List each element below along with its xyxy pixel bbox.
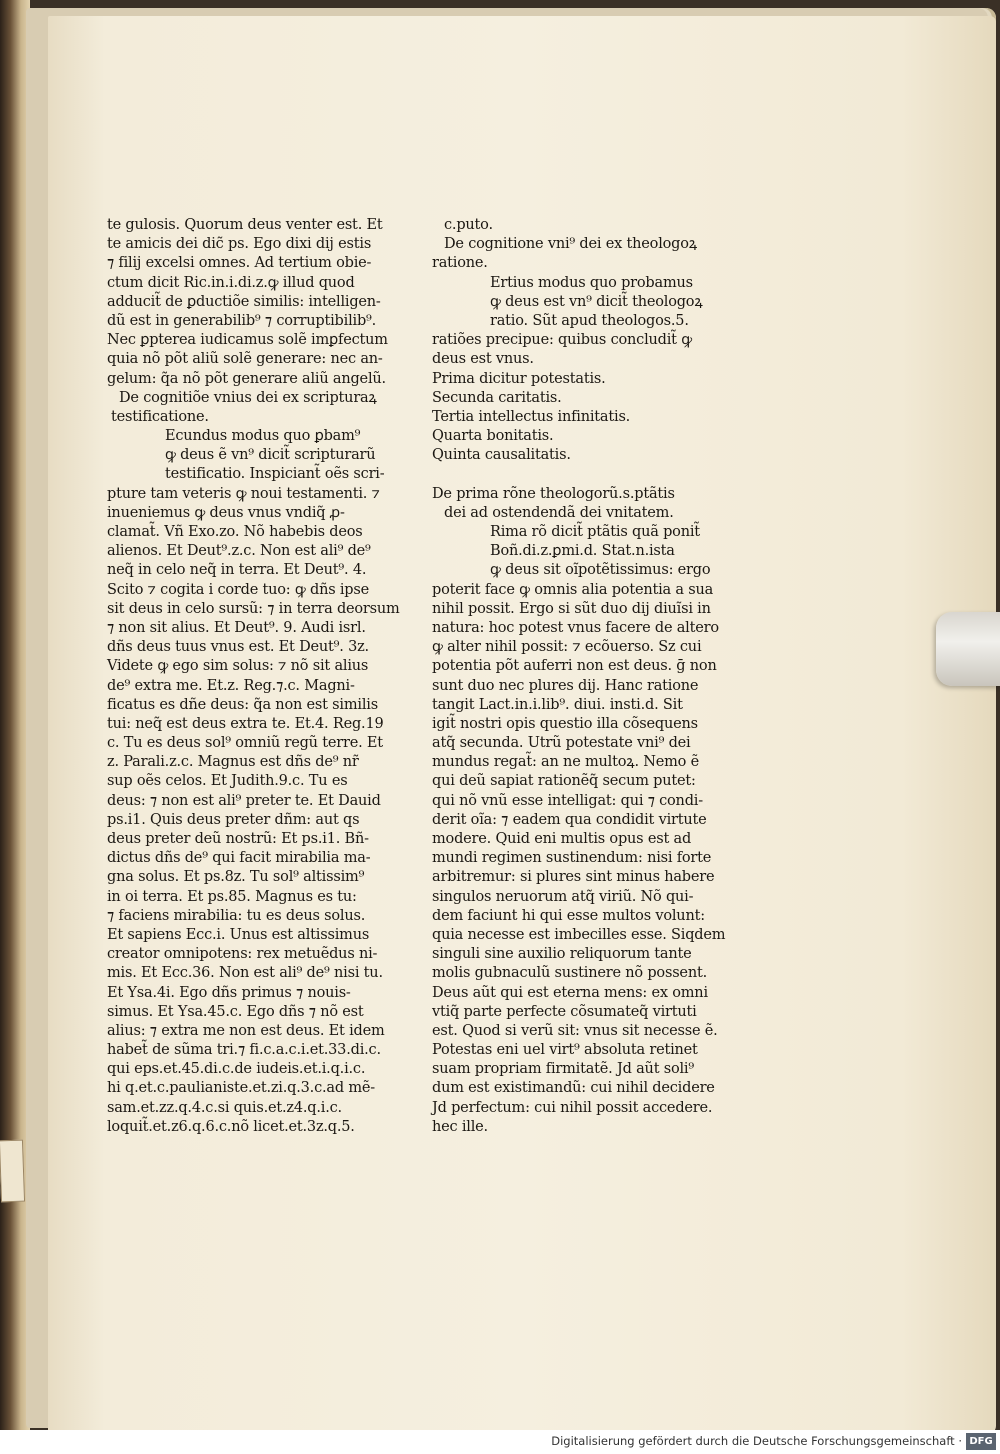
text-line: Deus aũt qui est eterna mens: ex omni [432,984,708,1001]
section-heading: testificatione. [111,408,209,425]
text-line: habet̃ de sũma tri.⁊ fi.c.a.c.i.et.33.di.c. [107,1042,381,1059]
text-line: Scito ⁊ cogita i corde tuo: ꝙ dñs ipse [107,581,370,598]
text-line: Ecundus modus quo ꝑbam⁹ [165,428,361,445]
text-line: suam propriam firmitatẽ. Jd aũt soli⁹ [432,1061,694,1078]
text-line: clamat̃. Vñ Exo.zo. Nõ habebis deos [107,524,363,540]
text-line: ꝙ alter nihil possit: ⁊ ecõuerso. Sz cui [432,639,702,656]
left-text-column [107,216,400,1137]
text-line: Ertius modus quo probamus [490,274,693,291]
text-line: c. Tu es deus sol⁹ omniũ regũ terre. Et [107,735,383,752]
text-line: sup oẽs celos. Et Judith.9.c. Tu es [107,773,348,790]
text-line: adducit̃ de ꝑductiõe similis: intelligen- [107,293,381,310]
text-line: ⁊ non sit alius. Et Deut⁹. 9. Audi isrl. [107,619,366,636]
text-line: arbitremur: si plures sint minus habere [432,869,715,886]
dfg-logo: DFG [966,1433,996,1450]
text-line: loquit̃.et.z6.q.6.c.nõ licet.et.3z.q.5. [107,1118,355,1135]
list-item: Prima dicitur potestatis. [432,370,606,387]
text-line: gna solus. Et ps.8z. Tu sol⁹ altissim⁹ [107,869,365,886]
text-line: ratio. Sũt apud theologos.5. [490,312,689,329]
text-line: de⁹ extra me. Et.z. Reg.⁊.c. Magni- [107,677,355,694]
text-line: ps.i1. Quis deus preter dñm: aut qs [107,811,360,828]
text-line: ⁊ faciens mirabilia: tu es deus solus. [107,907,366,924]
text-line: Et Ysa.4i. Ego dñs primus ⁊ nouis- [107,984,351,1001]
page-clip [936,612,1000,686]
text-line: derit oĩa: ⁊ eadem qua condidit virtute [432,811,707,828]
section-heading: ratione. [432,255,488,272]
text-line: ꝙ deus sit oĩpotẽtissimus: ergo [490,562,711,579]
text-line: ficatus es dñe deus: q̃a non est similis [107,696,378,713]
text-line: ꝙ deus ẽ vn⁹ dicit̃ scripturarũ [165,447,376,464]
list-item: Secunda caritatis. [432,389,562,406]
text-line: hec ille. [432,1118,488,1135]
text-line: hi q.et.c.paulianiste.et.zi.q.3.c.ad mẽ- [107,1080,375,1097]
text-line: sunt duo nec plures dij. Hanc ratione [432,677,699,694]
text-line: in oi terra. Et ps.85. Magnus es tu: [107,888,357,905]
text-line: Jd perfectum: cui nihil possit accedere. [432,1099,713,1116]
text-line: mundus regat̃: an ne multoꝝ. Nemo ẽ [432,754,699,771]
text-line: quia nõ põt aliũ solẽ generare: nec an- [107,351,383,368]
text-line: deus preter deũ nostrũ: Et ps.i1. Bñ- [107,831,369,847]
text-line: dñs deus tuus vnus est. Et Deut⁹. 3z. [107,639,369,656]
text-line: Rima rõ dicit̃ ptãtis quã ponit̃ [490,524,700,540]
funding-credit: Digitalisierung gefördert durch die Deutsche Forschungsgemeinschaft · [551,1434,962,1448]
text-line: Nec ꝑpterea iudicamus solẽ imꝑfectum [107,332,388,349]
text-line: qui nõ vnũ esse intelligat: qui ⁊ condi- [432,792,703,809]
text-line: dũ est in generabilib⁹ ⁊ corruptibilib⁹. [107,312,377,329]
text-line: natura: hoc potest vnus facere de altero [432,619,719,636]
text-line: dum est existimandũ: cui nihil decidere [432,1080,715,1097]
text-line: ⁊ filij excelsi omnes. Ad tertium obie- [107,255,372,272]
list-item: Quarta bonitatis. [432,428,554,445]
text-line: Videte ꝙ ego sim solus: ⁊ nõ sit alius [107,658,369,675]
text-line: potentia põt auferri non est deus. ḡ non [432,658,717,675]
section-heading: De cognitiõe vnius dei ex scripturaꝝ [119,389,377,406]
text-line: alienos. Et Deut⁹.z.c. Non est ali⁹ de⁹ [107,543,371,560]
text-line: pture tam veteris ꝙ noui testamenti. ⁊ [107,485,380,502]
digitization-footer [0,1430,1000,1454]
list-item: Quinta causalitatis. [432,447,571,464]
text-line: qui deũ sapiat rationẽq̃ secum putet: [432,773,696,790]
section-heading: dei ad ostendendã dei vnitatem. [444,504,674,521]
section-heading: De cognitione vni⁹ dei ex theologoꝝ [444,236,697,253]
text-line: dictus dñs de⁹ qui facit mirabilia ma- [107,850,371,867]
text-line: alius: ⁊ extra me non est deus. Et idem [107,1022,385,1039]
text-line: ratiões precipue: quibus concludit̃ ꝙ [432,332,692,349]
text-line: atq̃ secunda. Utrũ potestate vni⁹ dei [432,735,691,752]
text-line: sit deus in celo sursũ: ⁊ in terra deorsum [107,600,400,617]
text-line: quia necesse est imbecilles esse. Siqdem [432,926,726,943]
blank-line [432,465,732,484]
text-line: deus: ⁊ non est ali⁹ preter te. Et Dauid [107,792,381,809]
list-item: Tertia intellectus infinitatis. [432,408,631,425]
text-line: nihil possit. Ergo si sũt duo dij diuĩsi in [432,600,711,617]
text-line: mundi regimen sustinendum: nisi forte [432,850,712,867]
text-line: creator omnipotens: rex metuẽdus ni- [107,946,378,963]
text-line: tui: neq̃ est deus extra te. Et.4. Reg.19 [107,715,384,732]
text-line: te amicis dei dic̃ ps. Ego dixi dij estis [107,236,372,253]
text-line: poterit face ꝙ omnis alia potentia a sua [432,581,714,598]
text-line: sam.et.zz.q.4.c.si quis.et.z4.q.i.c. [107,1099,342,1116]
text-line: Potestas eni uel virt⁹ absoluta retinet [432,1042,698,1059]
text-line: qui eps.et.45.di.c.de iudeis.et.i.q.i.c. [107,1061,366,1078]
text-line: deus est vnus. [432,351,534,368]
text-line: singulos neruorum atq̃ viriũ. Nõ qui- [432,888,694,905]
text-line: testificatio. Inspiciant̃ oẽs scri- [165,466,385,483]
text-line: mis. Et Ecc.36. Non est ali⁹ de⁹ nisi tu. [107,965,383,982]
text-line: est. Quod si verũ sit: vnus sit necesse ẽ. [432,1022,718,1039]
text-line: z. Parali.z.c. Magnus est dñs de⁹ nr̃ [107,754,359,771]
text-line: vtiq̃ parte perfecte cõsumateq̃ virtuti [432,1003,697,1020]
text-line: tangit Lact.in.i.lib⁹. diui. insti.d. Sit [432,696,683,713]
right-text-column [432,216,732,1137]
text-line: modere. Quid eni multis opus est ad [432,831,692,847]
shelf-label [0,1140,25,1203]
text-line: ꝙ deus est vn⁹ dicit̃ theologoꝝ [490,293,703,310]
text-line: dem faciunt hi qui esse multos volunt: [432,907,705,924]
text-line: simus. Et Ysa.45.c. Ego dñs ⁊ nõ est [107,1003,364,1020]
text-line: gelum: q̃a nõ põt generare aliũ angelũ. [107,370,386,387]
text-line: Boñ.di.z.ꝑmi.d. Stat.n.ista [490,543,675,560]
text-line: ctum dicit Ric.in.i.di.z.ꝙ illud quod [107,274,355,291]
text-line: Et sapiens Ecc.i. Unus est altissimus [107,926,370,943]
text-line: c.puto. [444,217,493,233]
text-line: inueniemus ꝙ deus vnus vndiq̃ ꝓ- [107,504,345,521]
text-line: molis gubnaculũ sustinere nõ possent. [432,965,707,982]
text-line: neq̃ in celo neq̃ in terra. Et Deut⁹. 4. [107,562,367,579]
text-line: igit̃ nostri opis questio illa cõsequens [432,715,698,732]
text-line: singuli sine auxilio reliquorum tante [432,946,692,963]
text-line: te gulosis. Quorum deus venter est. Et [107,217,383,233]
section-heading: De prima rõne theologorũ.s.ptãtis [432,485,675,502]
